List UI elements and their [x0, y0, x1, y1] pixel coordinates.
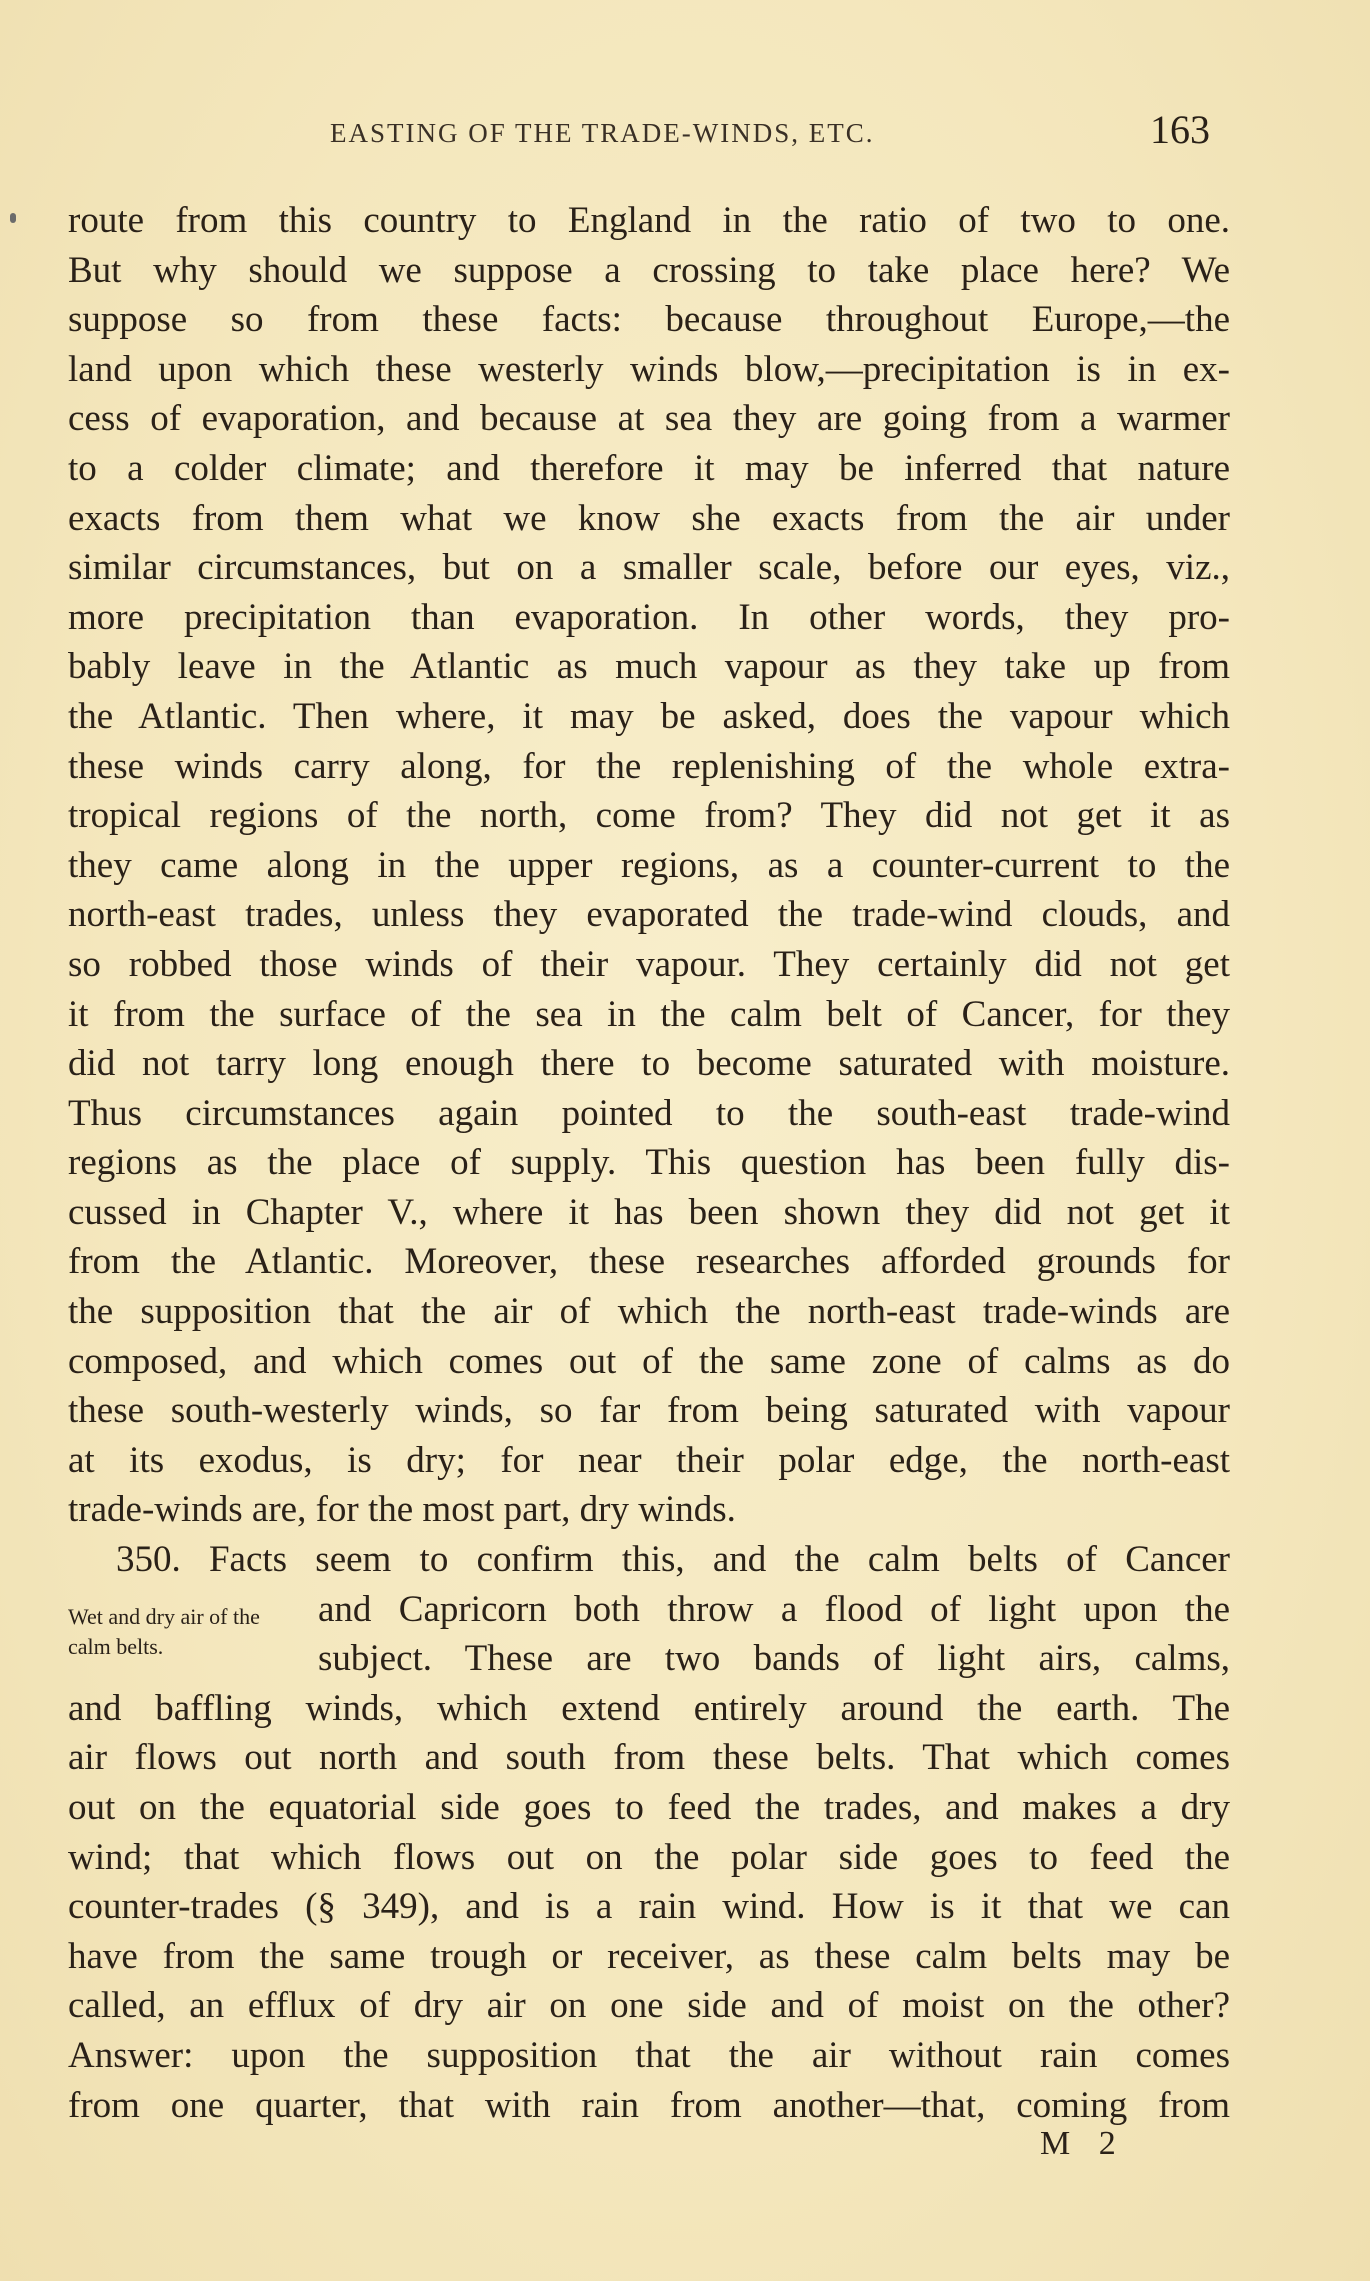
text-line: so robbed those winds of their vapour. They certainly did not get [68, 943, 1230, 985]
text-line: did not tarry long enough there to become saturated with moisture. [68, 1043, 1230, 1085]
running-head: EASTING OF THE TRADE-WINDS, ETC. [330, 118, 875, 148]
text-line: similar circumstances, but on a smaller scale, before our eyes, viz., [68, 547, 1230, 589]
text-line: from the Atlantic. Moreover, these researches afforded grounds for [68, 1241, 1230, 1283]
text-line: to a colder climate; and therefore it may be inferred that nature [68, 447, 1230, 489]
text-line: the supposition that the air of which the north-east trade-winds are [68, 1291, 1230, 1333]
text-line: Thus circumstances again pointed to the south-east trade-wind [68, 1092, 1230, 1134]
text-line: from one quarter, that with rain from another—that, coming from [68, 2084, 1230, 2126]
text-line: wind; that which flows out on the polar side goes to feed the [68, 1836, 1230, 1878]
paragraph-350-start: 350. Facts seem to confirm this, and the calm belts of Cancer [116, 1539, 1230, 1581]
text-line: Answer: upon the supposition that the air without rain comes [68, 2034, 1230, 2076]
text-line: But why should we suppose a crossing to take place here? We [68, 249, 1230, 291]
text-line: the Atlantic. Then where, it may be asked, does the vapour which [68, 695, 1230, 737]
text-line: these south-westerly winds, so far from being saturated with vapour [68, 1390, 1230, 1432]
text-line: these winds carry along, for the replenishing of the whole extra- [68, 745, 1230, 787]
text-line: suppose so from these facts: because throughout Europe,—the [68, 299, 1230, 341]
text-line: bably leave in the Atlantic as much vapour as they take up from [68, 646, 1230, 688]
text-line: out on the equatorial side goes to feed the trades, and makes a dry [68, 1787, 1230, 1828]
text-line: land upon which these westerly winds blow,—precipitation is in ex- [68, 348, 1230, 390]
scan-speck [10, 213, 16, 223]
text-line: regions as the place of supply. This question has been fully dis- [68, 1142, 1230, 1184]
text-line: cussed in Chapter V., where it has been shown they did not get it [68, 1191, 1230, 1233]
page-number: 163 [1150, 107, 1210, 152]
text-line: they came along in the upper regions, as a counter-current to the [68, 844, 1230, 886]
signature-mark: M 2 [1040, 2125, 1126, 2162]
text-line: and Capricorn both throw a flood of light upon the [318, 1588, 1230, 1630]
text-line: more precipitation than evaporation. In other words, they pro- [68, 596, 1230, 638]
text-line: called, an efflux of dry air on one side and of moist on the other? [68, 1985, 1230, 2027]
body-text [68, 196, 1230, 2130]
text-line: trade-winds are, for the most part, dry winds. [68, 1489, 736, 1531]
text-line: composed, and which comes out of the same zone of calms as do [68, 1340, 1230, 1382]
text-line: have from the same trough or receiver, as these calm belts may be [68, 1935, 1230, 1977]
text-line: air flows out north and south from these belts. That which comes [68, 1737, 1230, 1779]
text-line: tropical regions of the north, come from? They did not get it as [68, 795, 1230, 837]
text-line: subject. These are two bands of light airs, calms, [318, 1638, 1230, 1680]
text-line: route from this country to England in the ratio of two to one. [68, 200, 1230, 241]
text-line: cess of evaporation, and because at sea they are going from a warmer [68, 398, 1230, 440]
text-line: exacts from them what we know she exacts from the air under [68, 497, 1230, 539]
text-line: at its exodus, is dry; for near their polar edge, the north-east [68, 1439, 1230, 1481]
text-line: and baffling winds, which extend entirely around the earth. The [68, 1687, 1230, 1729]
text-line: north-east trades, unless they evaporated the trade-wind clouds, and [68, 894, 1230, 936]
margin-sidenote: Wet and dry air of the calm belts. [68, 1604, 260, 1659]
text-line: it from the surface of the sea in the calm belt of Cancer, for they [68, 993, 1230, 1035]
text-line: counter-trades (§ 349), and is a rain wind. How is it that we can [68, 1886, 1230, 1928]
